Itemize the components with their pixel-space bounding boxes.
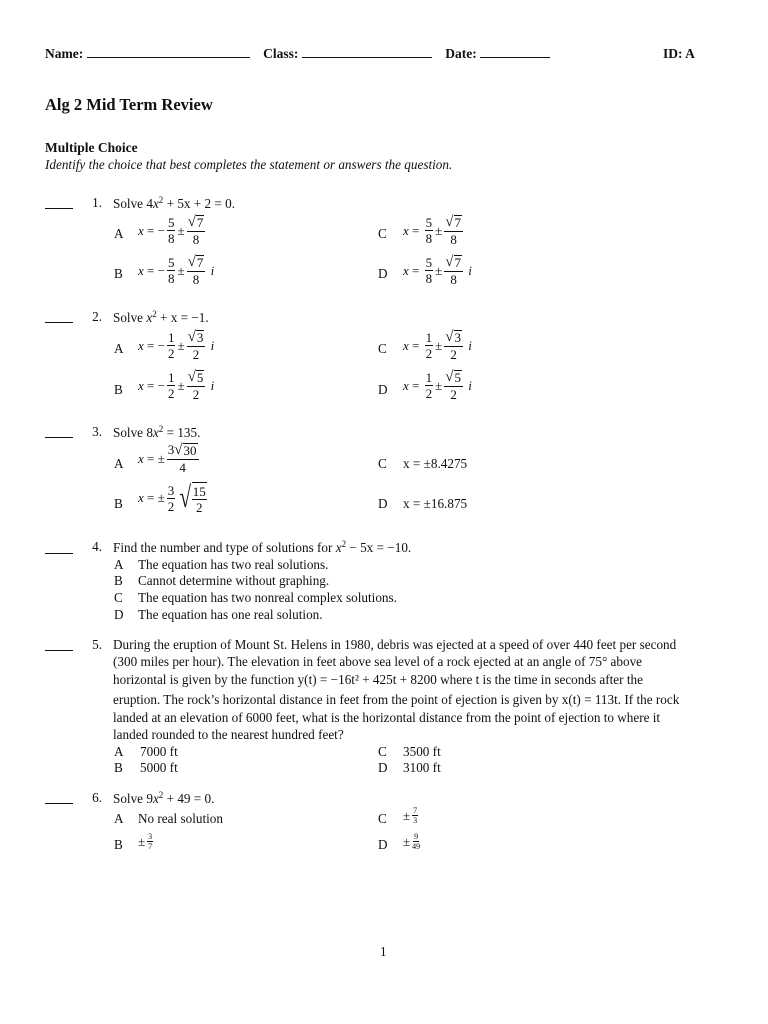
option-letter: C xyxy=(378,744,387,759)
option-q4-c[interactable]: The equation has two nonreal complex solutions. xyxy=(138,590,397,605)
option-letter: B xyxy=(114,266,123,281)
option-q6-d[interactable]: ± $\frac{9}{49}$ xyxy=(403,832,421,851)
worksheet-header xyxy=(45,46,705,62)
question-number: 2. xyxy=(92,309,102,324)
option-letter: C xyxy=(378,341,387,356)
question-prompt: Solve $x^2 + x = -1$. xyxy=(113,309,209,325)
option-q5-c[interactable]: 3500 ft xyxy=(403,744,441,759)
answer-blank-q6[interactable] xyxy=(45,803,73,804)
question-number: 4. xyxy=(92,539,102,554)
answer-blank-q4[interactable] xyxy=(45,553,73,554)
option-q3-a[interactable]: x = ± 3 √ 30 4 xyxy=(138,442,197,475)
option-q6-c[interactable]: ± $\frac{7}{3}$ xyxy=(403,806,418,825)
option-letter: B xyxy=(114,496,123,511)
option-letter: C xyxy=(114,590,123,605)
answer-blank-q1[interactable] xyxy=(45,208,73,209)
question-prompt: Solve $9x^2 + 49 = 0$. xyxy=(113,790,215,806)
option-q1-c[interactable]: x = $\frac{5}{8}$ ± √ 7 8 xyxy=(403,214,461,247)
option-q5-a[interactable]: 7000 ft xyxy=(140,744,178,759)
option-letter: A xyxy=(114,456,124,471)
option-letter: C xyxy=(378,226,387,241)
option-letter: D xyxy=(378,760,388,775)
answer-blank-q3[interactable] xyxy=(45,437,73,438)
option-q4-a[interactable]: The equation has two real solutions. xyxy=(138,557,329,572)
option-q1-d[interactable]: x = $\frac{5}{8}$ ± √ 7 8 i xyxy=(403,254,472,287)
option-q1-b[interactable]: x = − $\frac{5}{8}$ ± √ 7 8 i xyxy=(138,254,215,287)
option-q6-a[interactable]: No real solution xyxy=(138,811,223,826)
option-letter: D xyxy=(378,382,388,397)
option-q6-b[interactable]: ± $\frac{3}{7}$ xyxy=(138,832,153,851)
option-letter: D xyxy=(378,266,388,281)
option-q2-b[interactable]: x = − $\frac{1}{2}$ ± √ 5 2 i xyxy=(138,369,215,402)
name-label: Name: xyxy=(45,46,84,61)
id-label: ID: A xyxy=(663,46,695,61)
question-prompt-line: eruption. The rock’s horizontal distance in feet from the point of ejection is given by x(t) = 113t. If the rock xyxy=(113,692,680,707)
option-letter: B xyxy=(114,760,123,775)
option-letter: D xyxy=(114,607,124,622)
page-title: Alg 2 Mid Term Review xyxy=(45,95,213,114)
date-label: Date: xyxy=(445,46,477,61)
option-letter: D xyxy=(378,496,388,511)
question-number: 6. xyxy=(92,790,102,805)
date-blank[interactable] xyxy=(480,46,550,58)
option-q5-d[interactable]: 3100 ft xyxy=(403,760,441,775)
option-q4-d[interactable]: The equation has one real solution. xyxy=(138,607,323,622)
option-letter: B xyxy=(114,382,123,397)
section-instruction: Identify the choice that best completes the statement or answers the question. xyxy=(45,157,453,172)
class-blank[interactable] xyxy=(302,46,432,58)
page-number: 1 xyxy=(380,944,387,959)
option-letter: A xyxy=(114,744,124,759)
option-letter: C xyxy=(378,811,387,826)
question-prompt: Find the number and type of solutions for $x^2 - 5x = -10$. xyxy=(113,539,412,555)
option-letter: D xyxy=(378,837,388,852)
option-q5-b[interactable]: 5000 ft xyxy=(140,760,178,775)
option-q3-c[interactable]: x = ±8.4275 xyxy=(403,456,468,471)
option-q4-b[interactable]: Cannot determine without graphing. xyxy=(138,573,330,588)
option-letter: A xyxy=(114,341,124,356)
answer-blank-q5[interactable] xyxy=(45,650,73,651)
answer-blank-q2[interactable] xyxy=(45,322,73,323)
option-q3-b[interactable]: x = ± $\frac{3}{2}$ √ $\frac{15}{2}$ xyxy=(138,481,206,515)
option-q3-d[interactable]: x = ±16.875 xyxy=(403,496,468,511)
question-prompt-line: landed at an elevation of 6000 feet, what is the horizontal distance from the point of ejection to where it xyxy=(113,710,661,725)
option-q2-c[interactable]: x = $\frac{1}{2}$ ± √ 3 2 i xyxy=(403,329,472,362)
option-letter: A xyxy=(114,226,124,241)
option-q1-a[interactable]: x = − $\frac{5}{8}$ ± √ 7 8 xyxy=(138,214,204,247)
name-blank[interactable] xyxy=(87,46,250,58)
question-number: 5. xyxy=(92,637,102,652)
option-letter: A xyxy=(114,811,124,826)
option-letter: C xyxy=(378,456,387,471)
question-prompt-line: During the eruption of Mount St. Helens in 1980, debris was ejected at a speed of over 440 feet per second xyxy=(113,637,677,652)
option-letter: A xyxy=(114,557,124,572)
option-q2-d[interactable]: x = $\frac{1}{2}$ ± √ 5 2 i xyxy=(403,369,472,402)
question-number: 1. xyxy=(92,195,102,210)
section-heading: Multiple Choice xyxy=(45,140,138,155)
option-letter: B xyxy=(114,573,123,588)
question-prompt-line: horizontal is given by the function y(t) = −16t² + 425t + 8200 where t is the time in seconds after the xyxy=(113,672,643,687)
question-prompt-line: (300 miles per hour). The elevation in feet above sea level of a rock ejected at an angle of 75° above xyxy=(113,654,643,669)
class-label: Class: xyxy=(263,46,299,61)
question-number: 3. xyxy=(92,424,102,439)
question-prompt-line: landed rounded to the nearest hundred feet? xyxy=(113,727,344,742)
question-prompt: Solve $4x^2 + 5x + 2 = 0$. xyxy=(113,195,236,211)
option-letter: B xyxy=(114,837,123,852)
option-q2-a[interactable]: x = − $\frac{1}{2}$ ± √ 3 2 i xyxy=(138,329,215,362)
question-prompt: Solve $8x^2 = 135$. xyxy=(113,424,201,440)
